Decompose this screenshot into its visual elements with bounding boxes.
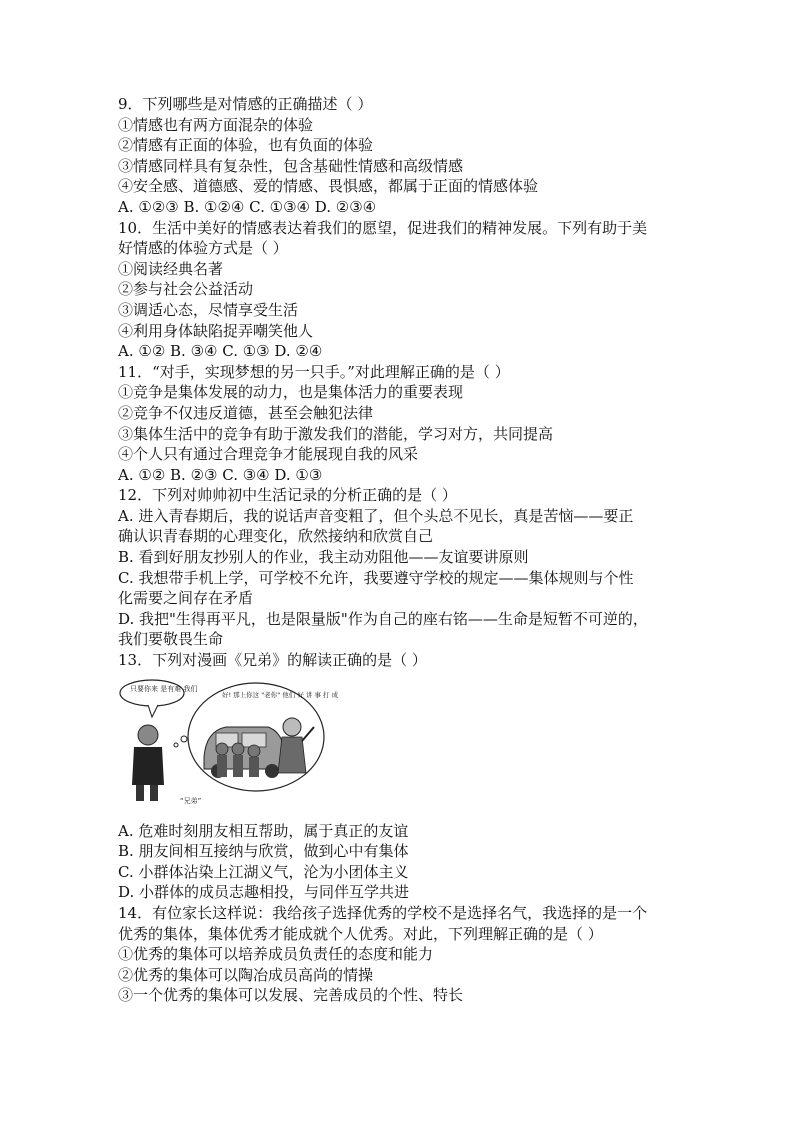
question-stem-cont: 优秀的集体，集体优秀才能成就个人优秀。对此，下列理解正确的是（ ） xyxy=(118,924,603,943)
statement-item: ④个人只有通过合理竞争才能展现自我的风采 xyxy=(118,445,419,464)
option-d: D. 我把"生得再平凡，也是限量版"作为自己的座右铭——生命是短暂不可逆的， xyxy=(118,609,648,628)
statement-item: ④安全感、道德感、爱的情感、畏惧感，都属于正面的情感体验 xyxy=(118,177,539,196)
answer-options: A. ①② B. ③④ C. ①③ D. ②④ xyxy=(118,342,323,361)
statement-item: ③一个优秀的集体可以发展、完善成员的个性、特长 xyxy=(118,986,464,1005)
option-b: B. 看到好朋友抄别人的作业，我主动劝阻他——友谊要讲原则 xyxy=(118,548,529,567)
statement-item: ②参与社会公益活动 xyxy=(118,280,254,299)
answer-options: A. ①② B. ②③ C. ③④ D. ①③ xyxy=(118,465,323,484)
statement-item: ②竞争不仅违反道德，甚至会触犯法律 xyxy=(118,403,374,422)
statement-item: ③集体生活中的竞争有助于激发我们的潜能，学习对方，共同提高 xyxy=(118,424,554,443)
statement-item: ①优秀的集体可以培养成员负责任的态度和能力 xyxy=(118,945,434,964)
statement-item: ①情感也有两方面混杂的体验 xyxy=(118,115,314,134)
statement-item: ①阅读经典名著 xyxy=(118,259,224,278)
answer-options: A. ①②③ B. ①②④ C. ①③④ D. ②③④ xyxy=(118,197,377,216)
statement-item: ③情感同样具有复杂性，包含基础性情感和高级情感 xyxy=(118,156,464,175)
option-c-cont: 化需要之间存在矛盾 xyxy=(118,589,254,608)
bubble-right-text: 好! 那上你这 "老你" 他们 好 讲 事 打 成 xyxy=(222,690,339,699)
statement-item: ②情感有正面的体验，也有负面的体验 xyxy=(118,136,374,155)
question-stem: 13．下列对漫画《兄弟》的解读正确的是（ ） xyxy=(118,651,427,670)
option-b: B. 朋友间相互接纳与欣赏，做到心中有集体 xyxy=(118,842,409,861)
option-c: C. 小群体沾染上江湖义气，沦为小团体主义 xyxy=(118,862,409,881)
question-stem: 11．“对手，实现梦想的另一只手。”对此理解正确的是（ ） xyxy=(118,362,510,381)
question-stem-cont: 好情感的体验方式是（ ） xyxy=(118,239,288,258)
speech-bubble-left xyxy=(120,680,184,706)
question-stem: 9．下列哪些是对情感的正确描述（ ） xyxy=(118,95,373,113)
cartoon-caption: “兄弟” xyxy=(180,796,202,805)
question-13 xyxy=(118,650,684,903)
question-stem: 12．下列对帅帅初中生活记录的分析正确的是（ ） xyxy=(118,486,457,505)
option-d-cont: 我们要敬畏生命 xyxy=(118,630,224,649)
question-list xyxy=(118,94,684,1006)
option-d: D. 小群体的成员志趣相投，与同伴互学共进 xyxy=(118,883,410,902)
statement-item: ①竞争是集体发展的动力，也是集体活力的重要表现 xyxy=(118,383,464,402)
question-10 xyxy=(118,218,684,362)
question-11 xyxy=(118,362,684,486)
cartoon-brothers-image xyxy=(118,677,339,807)
bubble-left-text: 只要你来 是有难 我们 xyxy=(130,684,198,693)
question-stem: 14．有位家长这样说：我给孩子选择优秀的学校不是选择名气，我选择的是一个 xyxy=(118,904,648,922)
option-a-cont: 确认识青春期的心理变化，欣然接纳和欣赏自己 xyxy=(118,527,434,546)
statement-item: ②优秀的集体可以陶冶成员高尚的情操 xyxy=(118,965,374,984)
statement-item: ④利用身体缺陷捉弄嘲笑他人 xyxy=(118,321,314,340)
question-9 xyxy=(118,94,684,218)
option-a: A. 进入青春期后，我的说话声音变粗了，但个头总不见长，真是苦恼——要正 xyxy=(118,506,634,525)
option-c: C. 我想带手机上学，可学校不允许，我要遵守学校的规定——集体规则与个性 xyxy=(118,568,634,587)
question-stem: 10．生活中美好的情感表达着我们的愿望，促进我们的精神发展。下列有助于美 xyxy=(118,218,648,237)
option-a: A. 危难时刻朋友相互帮助，属于真正的友谊 xyxy=(118,821,409,840)
question-12 xyxy=(118,485,684,650)
question-14 xyxy=(118,903,684,1006)
statement-item: ③调适心态，尽情享受生活 xyxy=(118,300,299,319)
